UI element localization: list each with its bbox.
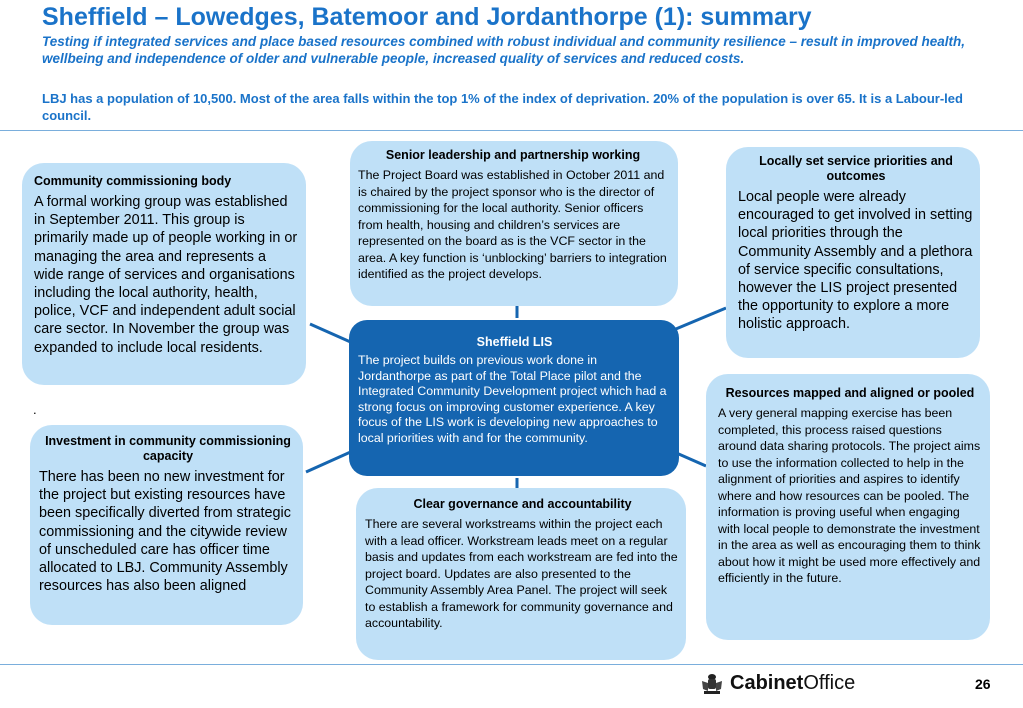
governance-box <box>356 488 686 660</box>
local-priorities-heading: Locally set service priorities and outcomes <box>759 154 953 183</box>
investment-heading: Investment in community commissioning capacity <box>45 434 291 463</box>
cabinet-office-logo <box>700 672 855 695</box>
governance-heading: Clear governance and accountability <box>413 497 632 511</box>
footer-divider <box>0 664 1023 665</box>
resources-heading: Resources mapped and aligned or pooled <box>725 386 975 400</box>
stray-dot: . <box>33 402 37 417</box>
investment-box <box>30 425 303 625</box>
community-commissioning-heading: Community commissioning body <box>34 174 232 188</box>
local-priorities-text: Local people were already encouraged to get involved in setting local priorities through the Community Assembly and a plethora of service specific consultations, however the LIS project presented the opportunity to explore a more holistic approach. <box>738 189 973 333</box>
senior-leadership-box <box>350 141 678 306</box>
page-number: 26 <box>975 676 991 692</box>
senior-leadership-heading: Senior leadership and partnership working <box>385 148 641 162</box>
sheffield-lis-text: The project builds on previous work done in Jordanthorpe as part of the Total Place pilot and the Integrated Community Development project which had a strong focus on improving customer experience. A key focus of the LIS work is developing new approaches to local priorities with and for the community. <box>358 353 667 445</box>
local-priorities-box <box>726 147 980 358</box>
sheffield-lis-heading: Sheffield LIS <box>476 335 553 349</box>
community-commissioning-box <box>22 163 306 385</box>
governance-text: There are several workstreams within the project each with a lead officer. Workstream leads meet on a regular basis and updates from each workstream are fed into the project board. Updates are also presented to the Community Assembly Area Panel. The project will seek to establish a framework for community governance and accountability. <box>365 517 678 630</box>
community-commissioning-text: A formal working group was established in September 2011. This group is primarily made up of people working in or managing the area and represents a wide range of services and organisations including the local authority, health, police, VCF and independent adult social care sector. In November the group was expanded to include local residents. <box>34 194 298 356</box>
resources-text: A very general mapping exercise has been completed, this process raised questions around data sharing protocols. The project aims to use the information collected to help in the alignment of priorities and aspires to identify where and how resources can be pooled. The information is proving useful when engaging with local people to demonstrate the investment in the area as well as encouraging them to think about how it might be used more effectively and efficiently in the future. <box>718 406 981 585</box>
royal-crest-icon <box>700 673 724 695</box>
resources-box <box>706 374 990 640</box>
connector-investment <box>306 450 355 472</box>
senior-leadership-text: The Project Board was established in October 2011 and is chaired by the project sponsor who is the director of commissioning for the local authority. Senior officers from health, housing and children’s services are represented on the board as is the VCF sector in the area. A key function is ‘unblocking’ barriers to integration identified as the project develops. <box>358 168 667 281</box>
logo-wordmark: CabinetOffice <box>730 672 856 694</box>
sheffield-lis-box <box>349 320 679 476</box>
investment-text: There has been no new investment for the project but existing resources have been specifically diverted from strategic commissioning and the citywide review of unscheduled care has officer time allocated to LBJ. Community Assembly resources has also been aligned <box>39 469 291 595</box>
page-title: Sheffield – Lowedges, Batemoor and Jordanthorpe (1): summary <box>42 3 812 31</box>
intro-text: LBJ has a population of 10,500. Most of the area falls within the top 1% of the index of deprivation. 20% of the population is over 65. It is a Labour-led council. <box>42 91 963 123</box>
page-subtitle: Testing if integrated services and place based resources combined with robust individual and community resilience – result in improved health, wellbeing and independence of older and vulnerable people, increased quality of services and reduced costs. <box>42 34 965 66</box>
